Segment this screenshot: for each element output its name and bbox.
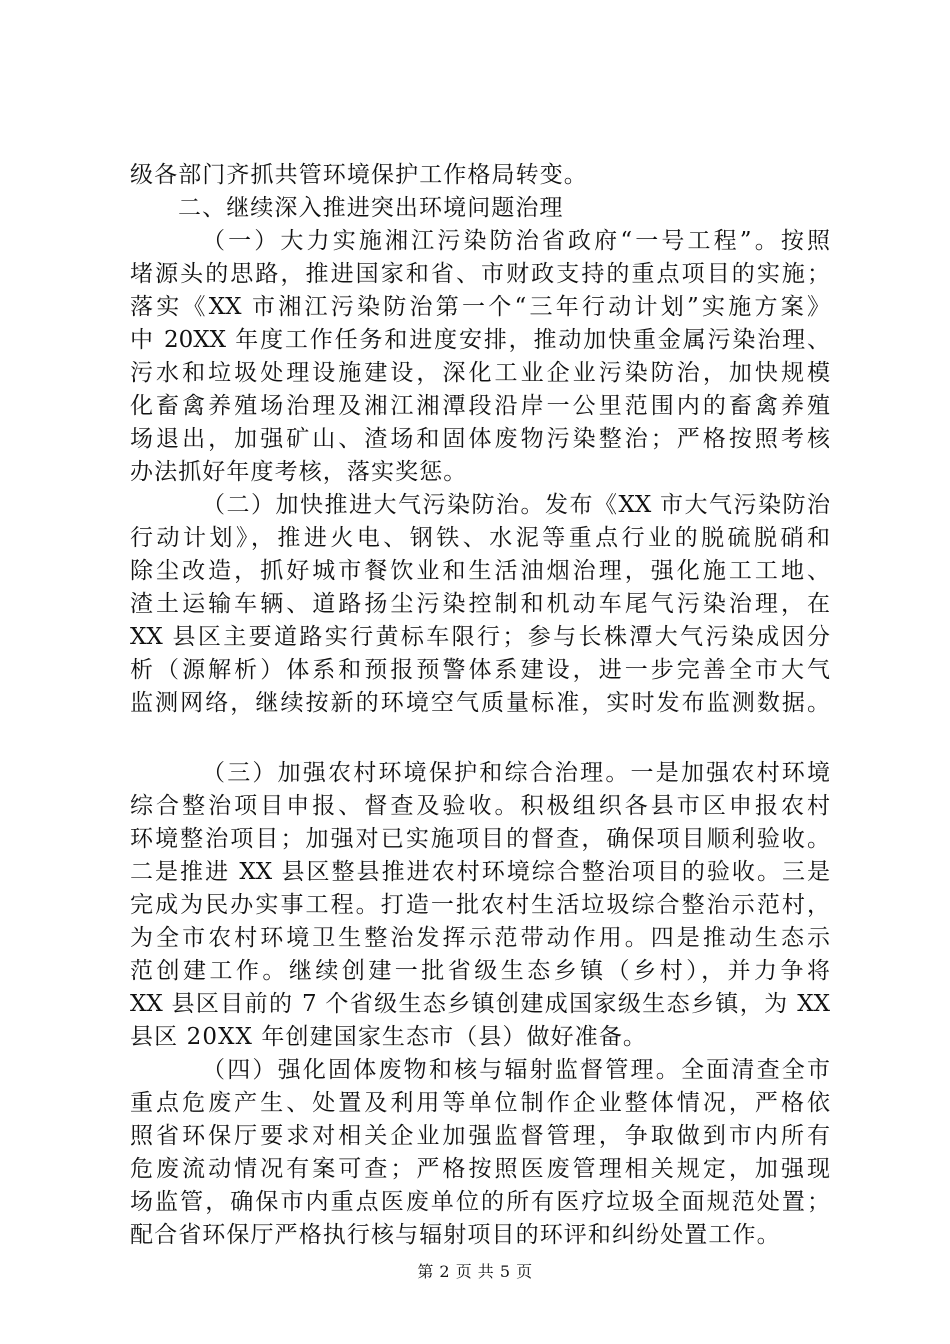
- text-line: 监测网络，继续按新的环境空气质量标准，实时发布监测数据。: [130, 690, 830, 716]
- text-line: （二）加快推进大气污染防治。发布《XX 市大气污染防治: [202, 492, 830, 518]
- text-line: 配合省环保厅严格执行核与辐射项目的环评和纠纷处置工作。: [130, 1222, 781, 1248]
- text-line: 重点危废产生、处置及利用等单位制作企业整体情况，严格依: [130, 1090, 830, 1116]
- text-line: 县区 20XX 年创建国家生态市（县）做好准备。: [130, 1024, 648, 1050]
- text-line: 照省环保厅要求对相关企业加强监督管理，争取做到市内所有: [130, 1123, 830, 1149]
- text-line: 化畜禽养殖场治理及湘江湘潭段沿岸一公里范围内的畜禽养殖: [130, 393, 830, 419]
- text-line: XX 县区目前的 7 个省级生态乡镇创建成国家级生态乡镇，为 XX: [130, 991, 830, 1017]
- text-line: （四）强化固体废物和核与辐射监督管理。全面清查全市: [202, 1057, 830, 1083]
- text-line: 中 20XX 年度工作任务和进度安排，推动加快重金属污染治理、: [130, 327, 830, 353]
- text-line: 除尘改造，抓好城市餐饮业和生活油烟治理，强化施工工地、: [130, 558, 830, 584]
- text-line: 危废流动情况有案可查；严格按照医废管理相关规定，加强现: [130, 1156, 830, 1182]
- text-line: 完成为民办实事工程。打造一批农村生活垃圾综合整治示范村，: [130, 892, 830, 918]
- text-line: 环境整治项目；加强对已实施项目的督查，确保项目顺利验收。: [130, 826, 830, 852]
- text-line: 析（源解析）体系和预报预警体系建设，进一步完善全市大气: [130, 657, 830, 683]
- text-line: 综合整治项目申报、督查及验收。积极组织各县市区申报农村: [130, 793, 830, 819]
- text-line: 为全市农村环境卫生整治发挥示范带动作用。四是推动生态示: [130, 925, 830, 951]
- text-line: （一）大力实施湘江污染防治省政府“一号工程”。按照: [202, 228, 830, 254]
- section-heading: 二、继续深入推进突出环境问题治理: [178, 195, 564, 221]
- text-line: XX 县区主要道路实行黄标车限行；参与长株潭大气污染成因分: [130, 624, 830, 650]
- text-line: 渣土运输车辆、道路扬尘污染控制和机动车尾气污染治理，在: [130, 591, 830, 617]
- text-line: 堵源头的思路，推进国家和省、市财政支持的重点项目的实施；: [130, 261, 830, 287]
- text-line: 级各部门齐抓共管环境保护工作格局转变。: [130, 162, 588, 188]
- text-line: （三）加强农村环境保护和综合治理。一是加强农村环境: [202, 760, 830, 786]
- text-line: 场监管，确保市内重点医废单位的所有医疗垃圾全面规范处置；: [130, 1189, 830, 1215]
- text-line: 污水和垃圾处理设施建设，深化工业企业污染防治，加快规模: [130, 360, 830, 386]
- text-line: 落实《XX 市湘江污染防治第一个“三年行动计划”实施方案》: [130, 294, 830, 320]
- text-line: 行动计划》，推进火电、钢铁、水泥等重点行业的脱硫脱硝和: [130, 525, 830, 551]
- text-line: 办法抓好年度考核，落实奖惩。: [130, 459, 468, 485]
- text-line: 场退出，加强矿山、渣场和固体废物污染整治；严格按照考核: [130, 426, 830, 452]
- text-line: 范创建工作。继续创建一批省级生态乡镇（乡村），并力争将: [130, 958, 830, 984]
- text-line: 二是推进 XX 县区整县推进农村环境综合整治项目的验收。三是: [130, 859, 830, 885]
- page-footer: 第 2 页 共 5 页: [417, 1262, 533, 1281]
